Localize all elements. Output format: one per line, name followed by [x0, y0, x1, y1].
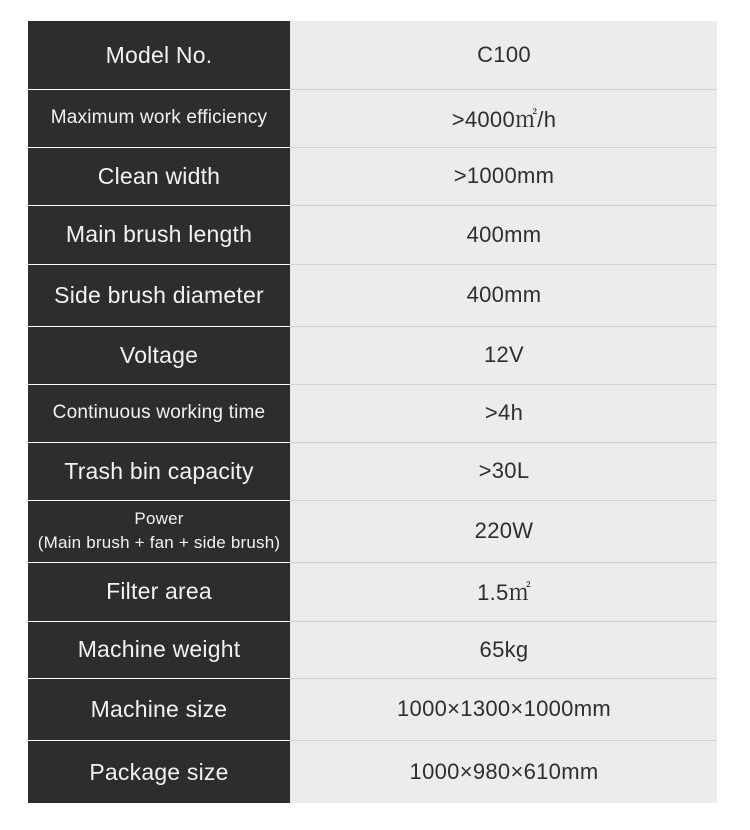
spec-label: Machine weight [28, 621, 291, 678]
spec-label: Machine size [28, 678, 291, 740]
spec-row-trash-bin [28, 442, 717, 500]
spec-label: Trash bin capacity [28, 442, 291, 500]
spec-label: Voltage [28, 326, 291, 384]
spec-value: C100 [291, 21, 718, 89]
spec-value: 1000×980×610mm [291, 740, 718, 803]
spec-value: 65kg [291, 621, 718, 678]
spec-row-filter-area [28, 562, 717, 621]
spec-row-main-brush [28, 205, 717, 264]
spec-row-package-size [28, 740, 717, 803]
spec-value: >30L [291, 442, 718, 500]
spec-label: Clean width [28, 147, 291, 205]
spec-label: Filter area [28, 562, 291, 621]
spec-row-machine-size [28, 678, 717, 740]
spec-value: >1000mm [291, 147, 718, 205]
spec-row-clean-width [28, 147, 717, 205]
spec-value: 12V [291, 326, 718, 384]
spec-label: Model No. [28, 21, 291, 89]
spec-label: Maximum work efficiency [28, 89, 291, 147]
spec-value: 1000×1300×1000mm [291, 678, 718, 740]
spec-value: >4000㎡/h [291, 89, 718, 147]
spec-label: Side brush diameter [28, 264, 291, 326]
spec-row-working-time [28, 384, 717, 442]
spec-row-voltage [28, 326, 717, 384]
spec-value: 400mm [291, 264, 718, 326]
spec-label: Package size [28, 740, 291, 803]
spec-row-weight [28, 621, 717, 678]
spec-value: >4h [291, 384, 718, 442]
spec-row-side-brush [28, 264, 717, 326]
spec-value: 1.5㎡ [291, 562, 718, 621]
spec-label: Continuous working time [28, 384, 291, 442]
spec-row-power [28, 500, 717, 562]
spec-row-efficiency [28, 89, 717, 147]
spec-table [28, 21, 717, 803]
spec-label-subtitle: (Main brush + fan + side brush) [37, 533, 281, 552]
spec-row-model [28, 21, 717, 89]
spec-label: Main brush length [28, 205, 291, 264]
spec-label: Power [134, 509, 184, 529]
spec-value: 400mm [291, 205, 718, 264]
spec-value: 220W [291, 500, 718, 562]
spec-label-power [28, 500, 291, 562]
